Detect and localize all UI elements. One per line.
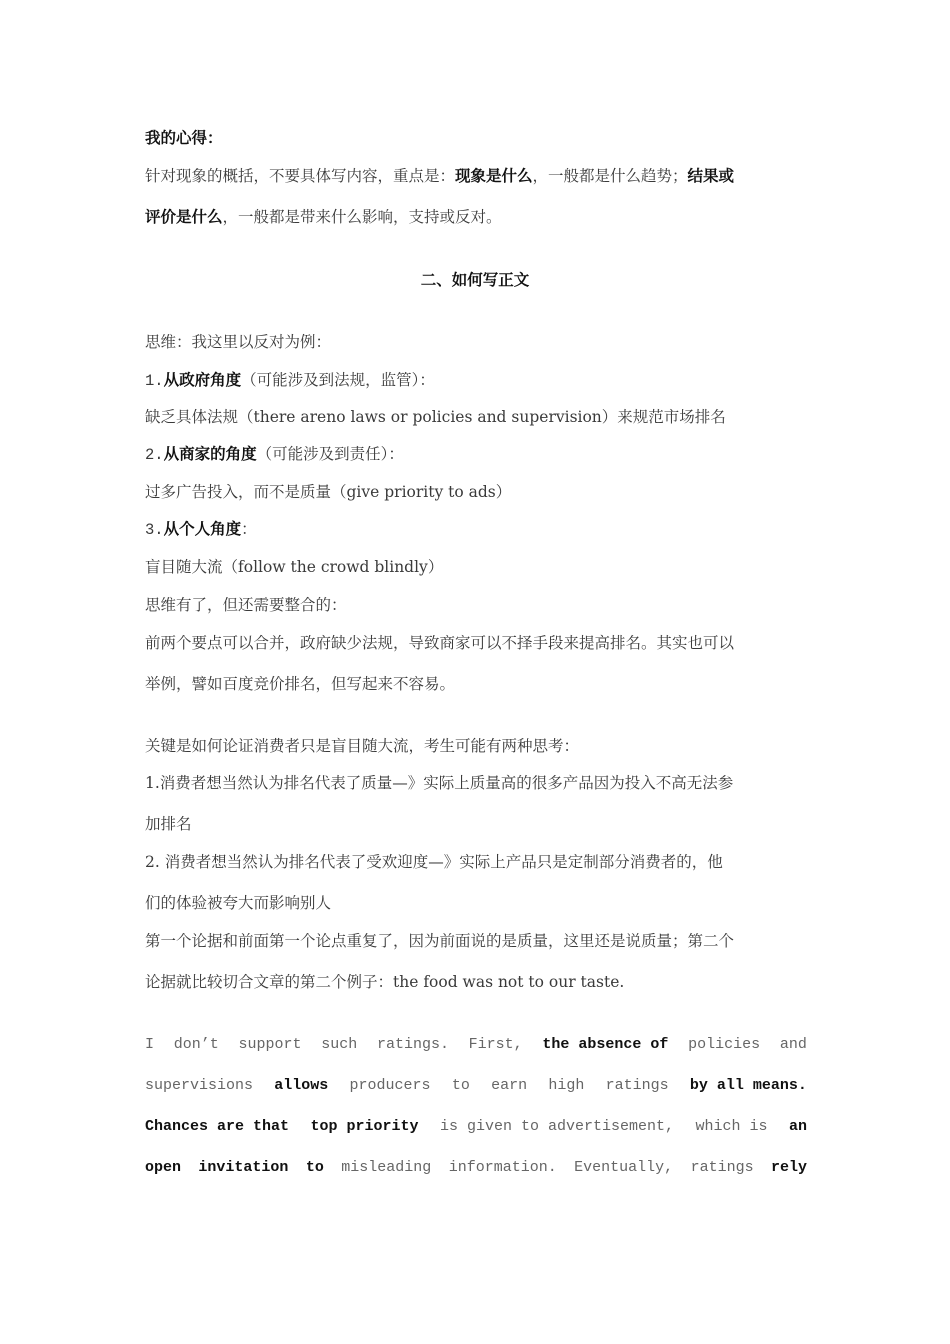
thought-2-line-2: 们的体验被夸大而影响别人 (145, 894, 332, 912)
thought-1-line-1: 1.消费者想当然认为排名代表了质量—》实际上质量高的很多产品因为投入不高无法参 (145, 774, 734, 792)
point-1: 1.从政府角度（可能涉及到法规，监管）： (145, 370, 435, 390)
xinde-line-2: 评价是什么，一般都是带来什么影响，支持或反对。 (145, 207, 502, 226)
merge-line-2: 举例，譬如百度竞价排名，但写起来不容易。 (145, 675, 456, 693)
point-2: 2.从商家的角度（可能涉及到责任）： (145, 444, 404, 464)
key-line: 关键是如何论证消费者只是盲目随大流，考生可能有两种思考： (145, 737, 580, 755)
point-3: 3.从个人角度： (145, 519, 257, 539)
essay-line-1: I don’t support such ratings. First, the absence of policies and (145, 1036, 807, 1053)
essay-line-4: open invitation to misleading information. Eventually, ratings rely (145, 1159, 807, 1176)
thought-1-line-2: 加排名 (145, 815, 192, 833)
essay-line-3: Chances are that top priority is given to advertisement, which is an (145, 1118, 807, 1135)
comment-line-2: 论据就比较切合文章的第二个例子：the food was not to our taste. (145, 973, 625, 991)
merge-line-1: 前两个要点可以合并，政府缺少法规，导致商家可以不择手段来提高排名。其实也可以 (145, 634, 735, 652)
integrate-line: 思维有了，但还需要整合的： (145, 596, 347, 614)
point-2-detail: 过多广告投入，而不是质量（give priority to ads） (145, 483, 512, 501)
point-1-detail: 缺乏具体法规（there areno laws or policies and supervision）来规范市场排名 (145, 408, 726, 426)
point-3-detail: 盲目随大流（follow the crowd blindly） (145, 558, 444, 576)
thought-2-line-1: 2. 消费者想当然认为排名代表了受欢迎度—》实际上产品只是定制部分消费者的，他 (145, 853, 723, 871)
comment-line-1: 第一个论据和前面第一个论点重复了，因为前面说的是质量，这里还是说质量；第二个 (145, 932, 735, 950)
intro-line: 思维：我这里以反对为例： (145, 333, 332, 351)
section-title: 二、如何写正文 (420, 270, 530, 289)
xinde-title: 我的心得： (145, 128, 223, 147)
xinde-line-1: 针对现象的概括，不要具体写内容，重点是：现象是什么，一般都是什么趋势；结果或 (145, 166, 735, 185)
essay-line-2: supervisions allows producers to earn high ratings by all means. (145, 1077, 807, 1094)
